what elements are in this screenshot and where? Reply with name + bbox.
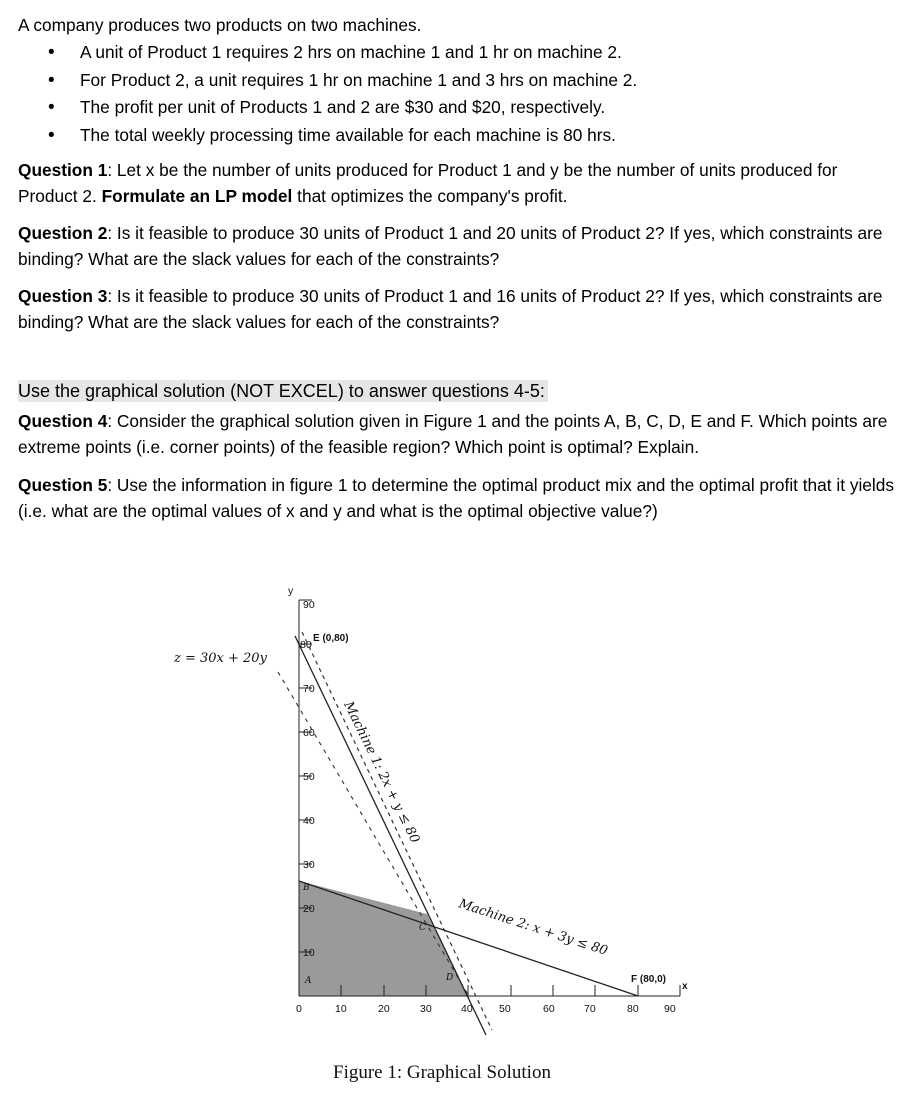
y-tick-label: 60 [303, 727, 315, 739]
question-2-text: : Is it feasible to produce 30 units of Product 1 and 20 units of Product 2? If yes, which constraints are binding? What are the slack values for each of the constraints? [18, 223, 883, 269]
question-1-text-b: that optimizes the company's profit. [292, 186, 568, 206]
x-tick-label: 70 [584, 1003, 596, 1015]
y-tick-label: 20 [303, 903, 315, 915]
problem-bullets [18, 39, 898, 149]
question-3 [18, 283, 898, 335]
question-3-label: Question 3 [18, 286, 108, 306]
x-tick-label: 20 [378, 1003, 390, 1015]
y-tick-label: 50 [303, 771, 315, 783]
question-5-text: : Use the information in figure 1 to determine the optimal product mix and the optimal profit that it yields (i.e. what are the optimal values of x and y and what is the optimal objective value?) [18, 475, 895, 521]
x-tick-label: 10 [335, 1003, 347, 1015]
point-c-label: C [419, 923, 426, 933]
x-tick-label: 80 [627, 1003, 639, 1015]
machine-2-label: Machine 2: x + 3y ≤ 80 [456, 896, 610, 959]
question-5-label: Question 5 [18, 475, 108, 495]
y-tick-label: 80 [300, 639, 312, 651]
feasible-region [299, 881, 468, 996]
bullet-item: • A unit of Product 1 requires 2 hrs on machine 1 and 1 hr on machine 2. [80, 39, 898, 67]
point-a-label: A [305, 976, 312, 986]
x-tick-label: 30 [420, 1003, 432, 1015]
x-tick-label: 60 [543, 1003, 555, 1015]
x-tick-label: 40 [461, 1003, 473, 1015]
y-tick-label: 10 [303, 947, 315, 959]
machine-1-label: Machine 1: 2x + y ≤ 80 [340, 699, 423, 846]
y-tick-label: 40 [303, 815, 315, 827]
question-2 [18, 220, 898, 272]
point-b-label: B [303, 883, 310, 893]
question-1 [18, 157, 898, 209]
question-5 [18, 472, 898, 524]
question-1-bold: Formulate an LP model [101, 186, 293, 206]
y-tick-label: 90 [303, 599, 315, 611]
point-f-label: F (80,0) [631, 974, 667, 985]
point-d-label: D [446, 973, 454, 983]
figure-caption: Figure 1: Graphical Solution [333, 1062, 551, 1083]
point-e-label: E (0,80) [313, 633, 349, 644]
question-1-text-a: : Let x be the number of units produced for Product 1 and y be the number of units produced for Product 2. [18, 160, 838, 206]
question-1-label: Question 1 [18, 160, 108, 180]
bullet-item: • The total weekly processing time available for each machine is 80 hrs. [80, 122, 898, 150]
document-page [18, 12, 898, 524]
x-tick-label: 50 [499, 1003, 511, 1015]
question-4-label: Question 4 [18, 411, 108, 431]
bullet-item: • For Product 2, a unit requires 1 hr on machine 1 and 3 hrs on machine 2. [80, 67, 898, 95]
intro-text: A company produces two products on two machines. [18, 15, 422, 35]
y-axis-label: y [288, 585, 294, 597]
question-2-label: Question 2 [18, 223, 108, 243]
question-4-text: : Consider the graphical solution given in Figure 1 and the points A, B, C, D, E and F. Which points are extreme points (i.e. corner points) of the feasible region? Which point is optimal? Explain. [18, 411, 888, 457]
question-3-text: : Is it feasible to produce 30 units of Product 1 and 16 units of Product 2? If yes, which constraints are binding? What are the slack values for each of the constraints? [18, 286, 883, 332]
x-tick-label: 90 [664, 1003, 676, 1015]
question-4 [18, 408, 898, 460]
graphical-solution-note: Use the graphical solution (NOT EXCEL) to answer questions 4-5: [18, 380, 548, 402]
y-tick-label: 70 [303, 683, 315, 695]
graphical-solution-figure [0, 580, 912, 1096]
bullet-item: • The profit per unit of Products 1 and 2 are $30 and $20, respectively. [80, 94, 898, 122]
x-axis-label: x [682, 981, 688, 992]
objective-label: z = 30x + 20y [174, 651, 267, 666]
x-tick-label: 0 [296, 1003, 302, 1015]
y-tick-label: 30 [303, 859, 315, 871]
